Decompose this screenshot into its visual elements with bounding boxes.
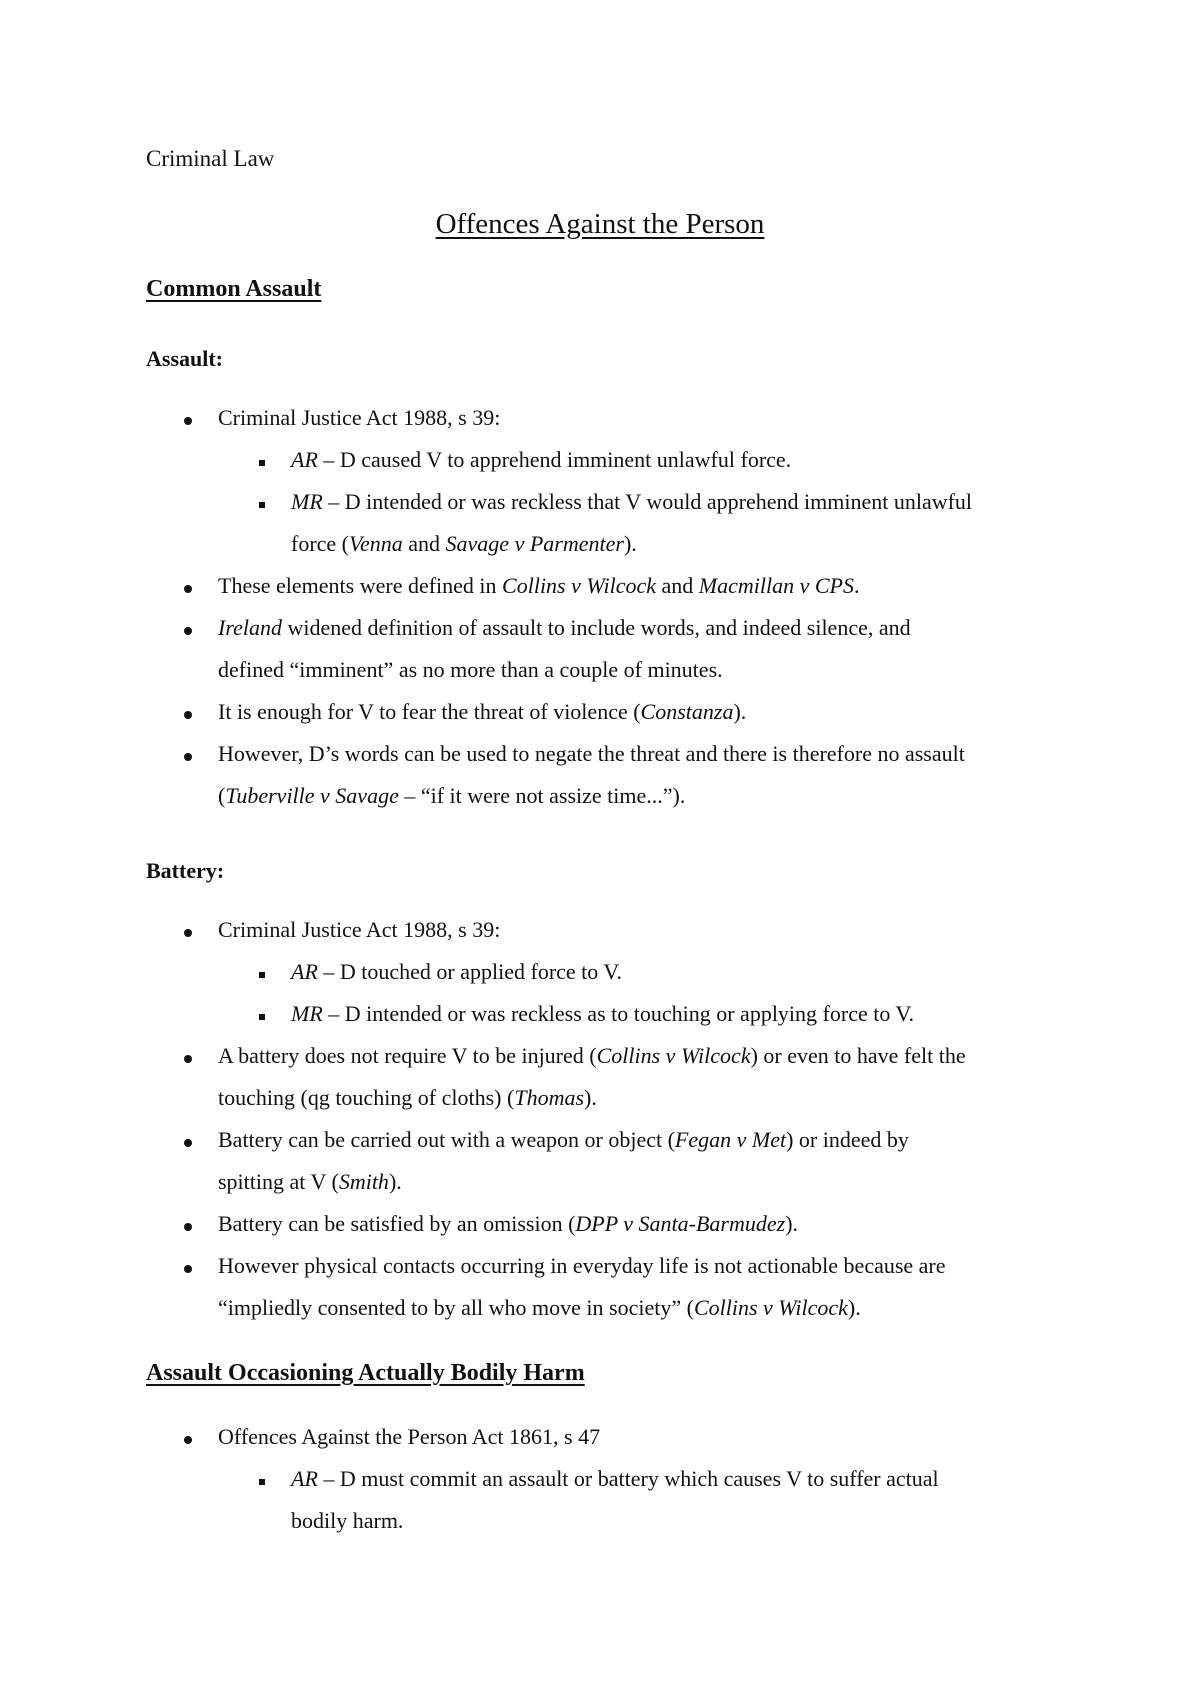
text-run: ).	[388, 1169, 402, 1194]
ar-term: AR	[291, 959, 318, 984]
assault-sub-ar	[291, 447, 791, 473]
case-name: Collins v Wilcock	[596, 1043, 751, 1068]
battery-bullet-weapon	[218, 1127, 909, 1153]
ar-term: AR	[291, 1466, 318, 1491]
text-run: A battery does not require V to be injured (	[218, 1043, 597, 1068]
bullet-dot	[184, 417, 192, 425]
text-run: and	[656, 573, 699, 598]
mr-text: – D intended or was reckless that V would apprehend imminent unlawful	[322, 489, 973, 514]
subheading-battery: Battery:	[146, 858, 225, 883]
text-run: “impliedly consented to by all who move in society” (	[218, 1295, 694, 1320]
case-name: Collins v Wilcock	[502, 573, 657, 598]
battery-bullet-injury	[218, 1043, 966, 1069]
case-name: Tuberville v Savage	[225, 783, 399, 808]
bullet-dot	[184, 1139, 192, 1147]
mr-text: – D intended or was reckless as to touching or applying force to V.	[322, 1001, 914, 1026]
case-name: Ireland	[218, 615, 282, 640]
abh-bullet-statute: Offences Against the Person Act 1861, s 47	[218, 1424, 601, 1449]
ar-term: AR	[291, 447, 318, 472]
bullet-dot	[184, 1055, 192, 1063]
assault-sub-mr	[291, 489, 972, 515]
case-name: Collins v Wilcock	[693, 1295, 848, 1320]
assault-sub-mr-line2	[291, 531, 637, 557]
case-name: Venna	[349, 531, 403, 556]
case-name: Fegan v Met	[674, 1127, 787, 1152]
case-name: Constanza	[640, 699, 734, 724]
bullet-dot	[184, 929, 192, 937]
ar-text: – D touched or applied force to V.	[317, 959, 622, 984]
bullet-dot	[184, 1265, 192, 1273]
battery-bullet-omission	[218, 1211, 798, 1237]
bullet-square	[259, 502, 265, 508]
text-run: ) or even to have felt the	[750, 1043, 966, 1068]
text-run: These elements were defined in	[218, 573, 503, 598]
assault-bullet-negate: However, D’s words can be used to negate the threat and there is therefore no assault	[218, 741, 965, 766]
bullet-dot	[184, 1436, 192, 1444]
abh-sub-ar	[291, 1466, 939, 1492]
text-run: and	[402, 531, 446, 556]
assault-bullet-ireland	[218, 615, 911, 641]
text-run: Battery can be carried out with a weapon or object (	[218, 1127, 675, 1152]
assault-bullet-negate-line2	[218, 783, 685, 809]
mr-term: MR	[291, 489, 323, 514]
text-run: widened definition of assault to include words, and indeed silence, and	[281, 615, 911, 640]
text-run: ).	[785, 1211, 799, 1236]
bullet-square	[259, 460, 265, 466]
battery-bullet-statute: Criminal Justice Act 1988, s 39:	[218, 917, 501, 942]
text-run: .	[853, 573, 860, 598]
text-run: (	[218, 783, 226, 808]
assault-bullet-defined	[218, 573, 859, 599]
case-name: Thomas	[514, 1085, 585, 1110]
bullet-square	[259, 1014, 265, 1020]
text-run: – “if it were not assize time...”).	[398, 783, 686, 808]
bullet-square	[259, 972, 265, 978]
battery-sub-ar	[291, 959, 622, 985]
bullet-dot	[184, 585, 192, 593]
battery-bullet-everyday-line2	[218, 1295, 861, 1321]
case-name: DPP v Santa-Barmudez	[575, 1211, 786, 1236]
text-run: ).	[584, 1085, 597, 1110]
bullet-dot	[184, 711, 192, 719]
text-run: ) or indeed by	[786, 1127, 909, 1152]
case-name: Savage v Parmenter	[445, 531, 624, 556]
text-run: force (	[291, 531, 350, 556]
section-heading-abh: Assault Occasioning Actually Bodily Harm	[146, 1360, 585, 1386]
text-run: Battery can be satisfied by an omission (	[218, 1211, 576, 1236]
bullet-dot	[184, 627, 192, 635]
ar-text: – D must commit an assault or battery which causes V to suffer actual	[317, 1466, 939, 1491]
bullet-square	[259, 1479, 265, 1485]
case-name: Smith	[338, 1169, 389, 1194]
text-run: ).	[623, 531, 637, 556]
battery-bullet-weapon-line2	[218, 1169, 402, 1195]
ar-text: – D caused V to apprehend imminent unlawful force.	[317, 447, 792, 472]
course-label: Criminal Law	[146, 146, 275, 171]
page-title: Offences Against the Person	[435, 208, 765, 240]
text-run: ).	[847, 1295, 861, 1320]
battery-bullet-injury-line2	[218, 1085, 597, 1111]
assault-bullet-ireland-line2: defined “imminent” as no more than a couple of minutes.	[218, 657, 723, 682]
text-run: touching (qg touching of cloths) (	[218, 1085, 515, 1110]
mr-term: MR	[291, 1001, 323, 1026]
assault-bullet-constanza	[218, 699, 746, 725]
battery-bullet-everyday: However physical contacts occurring in everyday life is not actionable because are	[218, 1253, 946, 1278]
bullet-dot	[184, 1223, 192, 1231]
text-run: ).	[733, 699, 747, 724]
abh-sub-ar-line2: bodily harm.	[291, 1508, 404, 1533]
battery-sub-mr	[291, 1001, 914, 1027]
subheading-assault: Assault:	[146, 346, 224, 371]
text-run: spitting at V (	[218, 1169, 339, 1194]
case-name: Macmillan v CPS	[698, 573, 854, 598]
assault-bullet-statute: Criminal Justice Act 1988, s 39:	[218, 405, 501, 430]
text-run: It is enough for V to fear the threat of violence (	[218, 699, 641, 724]
section-heading-common-assault: Common Assault	[146, 276, 322, 302]
bullet-dot	[184, 753, 192, 761]
